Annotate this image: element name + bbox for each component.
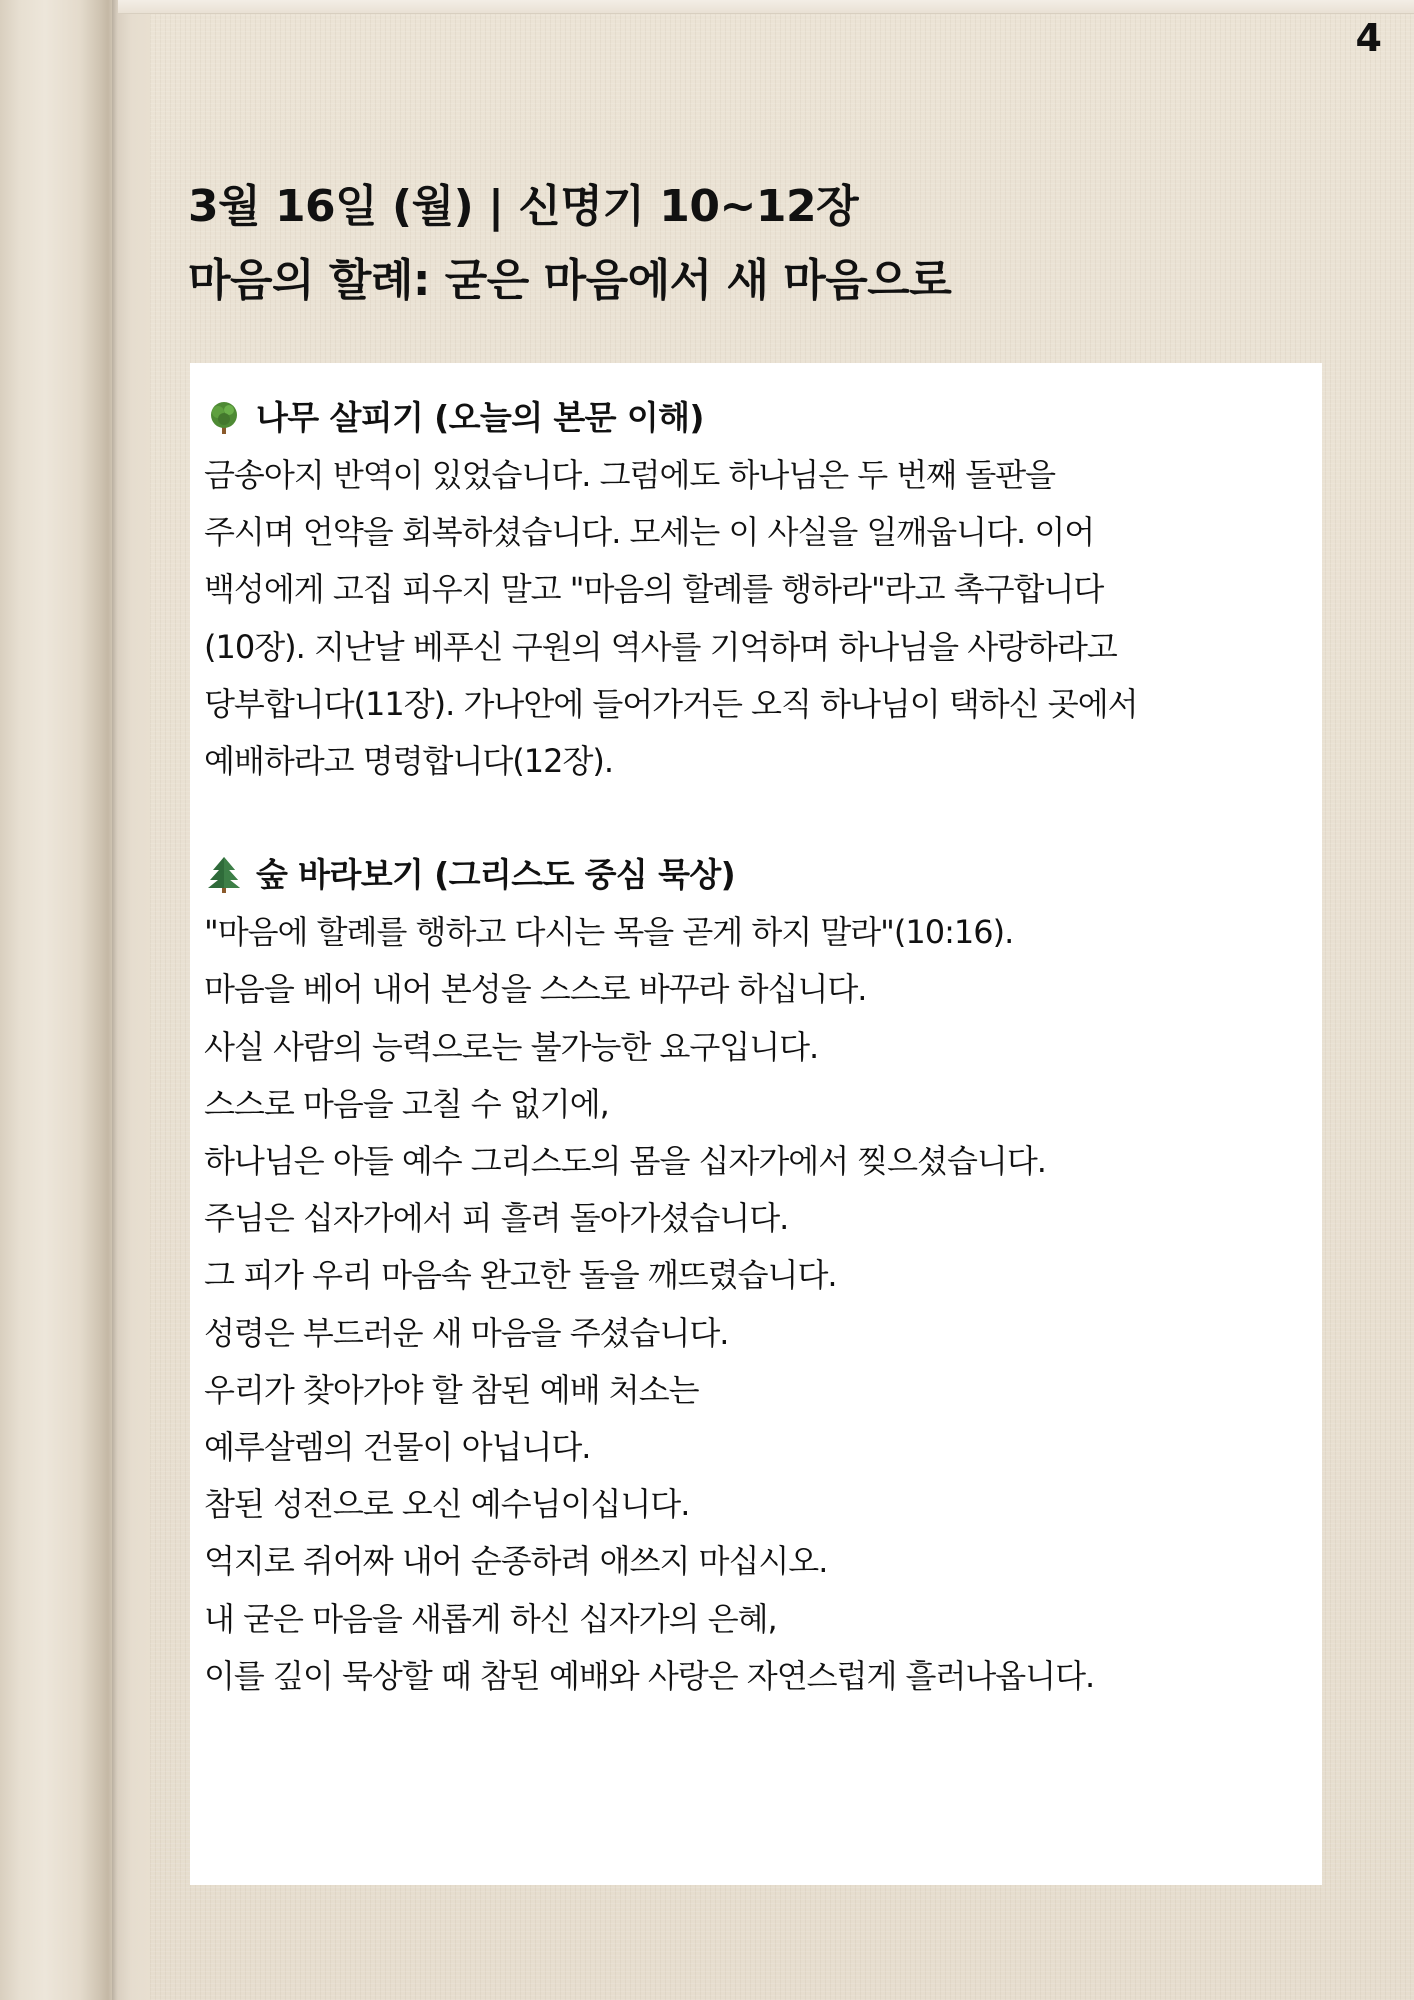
body-line: 금송아지 반역이 있었습니다. 그럼에도 하나님은 두 번째 돌판을 bbox=[204, 456, 1056, 494]
body-line: 성령은 부드러운 새 마음을 주셨습니다. bbox=[204, 1313, 729, 1352]
page-top-edge bbox=[118, 0, 1414, 14]
body-line: 내 굳은 마음을 새롭게 하신 십자가의 은혜, bbox=[204, 1599, 777, 1638]
body-line: 참된 성전으로 오신 예수님이십니다. bbox=[204, 1485, 690, 1524]
body-line: 예루살렘의 건물이 아닙니다. bbox=[204, 1428, 591, 1467]
body-line: 우리가 찾아가야 할 참된 예배 처소는 bbox=[204, 1370, 699, 1409]
page-header bbox=[188, 170, 1328, 318]
content-card bbox=[190, 363, 1322, 1885]
section-title-label: 나무 살피기 (오늘의 본문 이해) bbox=[256, 398, 704, 437]
date-reading-line: 3월 16일 (월) | 신명기 10~12장 bbox=[188, 181, 859, 232]
deciduous-tree-icon bbox=[204, 398, 244, 438]
book-spine bbox=[0, 0, 150, 2000]
body-line: 억지로 쥐어짜 내어 순종하려 애쓰지 마십시오. bbox=[204, 1542, 828, 1581]
body-line: (10장). 지난날 베푸신 구원의 역사를 기억하며 하나님을 사랑하라고 bbox=[204, 627, 1117, 666]
body-line: 당부합니다(11장). 가나안에 들어가거든 오직 하나님이 택하신 곳에서 bbox=[204, 684, 1138, 723]
body-line: 주시며 언약을 회복하셨습니다. 모세는 이 사실을 일깨웁니다. 이어 bbox=[204, 513, 1095, 552]
section-body-forest bbox=[204, 904, 1304, 1705]
section-body-tree bbox=[204, 447, 1304, 790]
page-number: 4 bbox=[1355, 16, 1382, 60]
section-gap bbox=[204, 790, 1304, 846]
body-line: 마음을 베어 내어 본성을 스스로 바꾸라 하십니다. bbox=[204, 970, 867, 1009]
section-title-label: 숲 바라보기 (그리스도 중심 묵상) bbox=[256, 855, 736, 895]
body-line: 백성에게 고집 피우지 말고 "마음의 할례를 행하라"라고 촉구합니다 bbox=[204, 570, 1104, 609]
body-line: 하나님은 아들 예수 그리스도의 몸을 십자가에서 찢으셨습니다. bbox=[204, 1142, 1046, 1181]
body-line: 주님은 십자가에서 피 흘려 돌아가셨습니다. bbox=[204, 1199, 789, 1238]
evergreen-tree-icon bbox=[204, 855, 244, 895]
body-line: "마음에 할례를 행하고 다시는 목을 곧게 하지 말라"(10:16). bbox=[204, 913, 1014, 952]
section-title-forest bbox=[204, 846, 1304, 904]
body-line: 예배하라고 명령합니다(12장). bbox=[204, 742, 614, 781]
body-line: 그 피가 우리 마음속 완고한 돌을 깨뜨렸습니다. bbox=[204, 1256, 837, 1295]
body-line: 이를 깊이 묵상할 때 참된 예배와 사랑은 자연스럽게 흘러나옵니다. bbox=[204, 1656, 1095, 1695]
page-title: 마음의 할례: 굳은 마음에서 새 마음으로 bbox=[188, 255, 952, 306]
section-title-tree bbox=[204, 389, 1304, 447]
body-line: 사실 사람의 능력으로는 불가능한 요구입니다. bbox=[204, 1027, 819, 1066]
body-line: 스스로 마음을 고칠 수 없기에, bbox=[204, 1084, 609, 1123]
